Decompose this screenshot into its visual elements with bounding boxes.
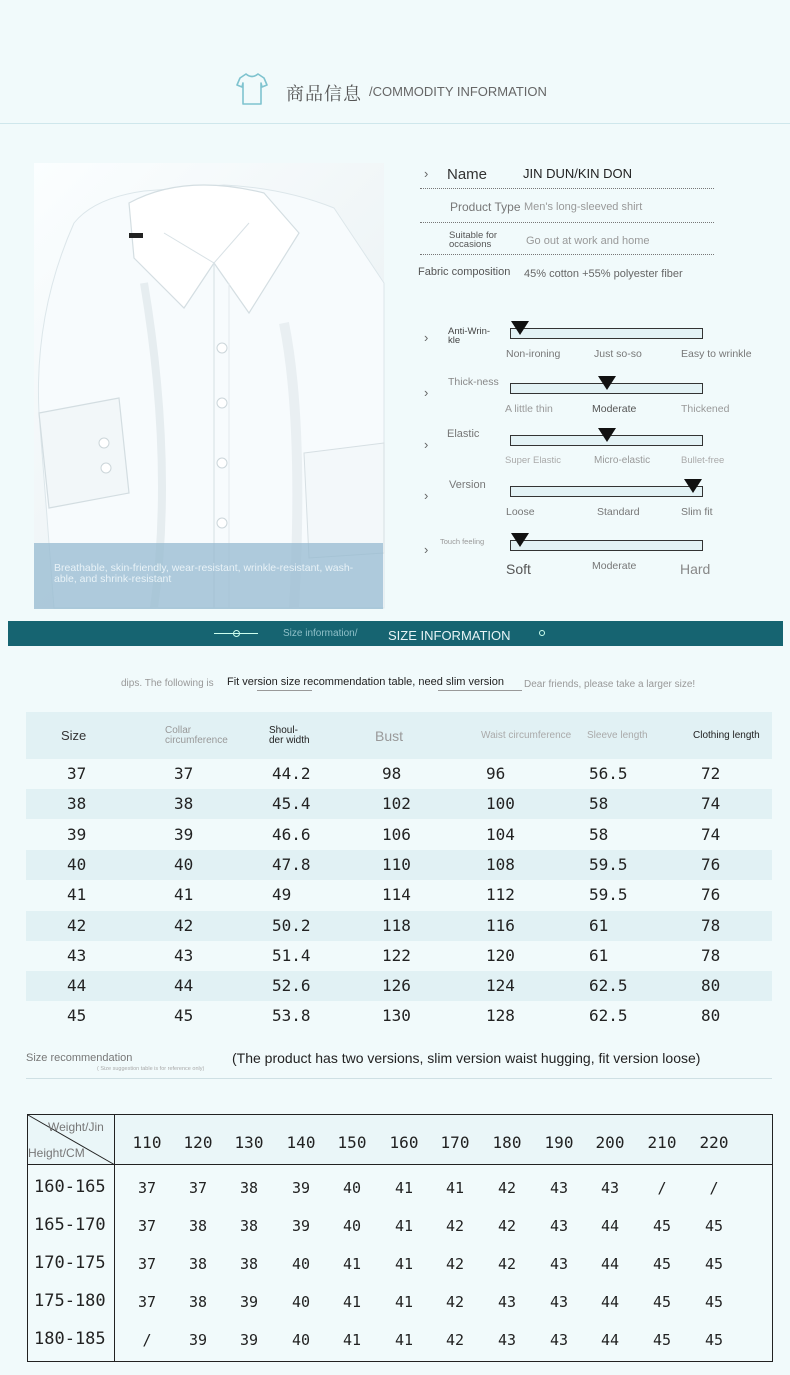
slider-option: Micro-elastic: [594, 455, 651, 466]
size-cell: 41: [394, 1293, 414, 1311]
size-cell: 41: [445, 1179, 465, 1197]
table-cell: 98: [382, 764, 402, 783]
table-cell: 38: [67, 794, 87, 814]
table-cell: 110: [382, 854, 411, 874]
weight-column-header: 200: [595, 1133, 625, 1152]
slider-track: [510, 328, 703, 339]
banner-title-en: SIZE INFORMATION: [388, 628, 511, 643]
size-cell: 38: [239, 1255, 259, 1273]
size-cell: 38: [188, 1217, 208, 1235]
table-cell: 128: [486, 1006, 515, 1026]
table-cell: 78: [701, 945, 721, 965]
size-cell: 41: [342, 1293, 362, 1311]
divider-line: [420, 188, 714, 189]
slider-label: Version: [449, 479, 486, 491]
header-waist: Waist circumference: [481, 730, 572, 741]
weight-column-header: 220: [699, 1133, 729, 1152]
size-cell: 42: [445, 1217, 465, 1235]
size-cell: 43: [549, 1255, 569, 1273]
table-cell: 124: [486, 976, 515, 996]
table-cell: 58: [589, 794, 609, 814]
size-cell: 45: [652, 1255, 672, 1273]
header-size: Size: [61, 728, 87, 743]
table-cell: 130: [382, 1006, 411, 1026]
size-cell: /: [657, 1179, 667, 1197]
table-cell: 39: [67, 824, 87, 844]
size-cell: 37: [137, 1255, 157, 1273]
table-cell: 37: [174, 764, 194, 783]
size-cell: 38: [239, 1217, 259, 1235]
size-cell: 40: [291, 1293, 311, 1311]
table-cell: 56.5: [589, 764, 628, 783]
size-cell: 38: [188, 1293, 208, 1311]
name-label: Name: [447, 166, 488, 183]
table-cell: 100: [486, 794, 515, 814]
slider-option: Super Elastic: [505, 455, 561, 466]
slider-option: Easy to wrinkle: [681, 348, 752, 360]
slider-option: Moderate: [592, 403, 637, 415]
slider-option: Loose: [506, 506, 535, 518]
chevron-right-icon: ›: [424, 330, 429, 345]
table-cell: 37: [67, 764, 87, 783]
chevron-right-icon: ›: [424, 488, 429, 503]
slider-option: Soft: [506, 561, 531, 577]
header-title-cn: 商品信息: [286, 84, 362, 104]
size-cell: 43: [600, 1179, 620, 1197]
size-cell: 39: [291, 1179, 311, 1197]
slider-label: Anti-Wrin-kle: [448, 326, 491, 346]
occasion-value: Go out at work and home: [526, 235, 650, 247]
size-cell: 42: [445, 1293, 465, 1311]
product-type-value: Men's long-sleeved shirt: [524, 201, 643, 213]
notice-right: Dear friends, please take a larger size!: [524, 679, 696, 690]
table-cell: 41: [67, 885, 87, 905]
decor-dot: [233, 630, 240, 637]
shirt-icon: [236, 72, 268, 106]
size-cell: 43: [549, 1331, 569, 1349]
size-cell: 43: [497, 1331, 517, 1349]
table-cell: 74: [701, 824, 721, 844]
table-cell: 45: [67, 1006, 87, 1026]
height-row-label: 165-170: [34, 1215, 106, 1235]
table-cell: 41: [174, 885, 194, 905]
slider-track: [510, 540, 703, 551]
table-row: [26, 759, 772, 789]
slider-option: Bullet-free: [681, 455, 725, 466]
table-cell: 59.5: [589, 854, 628, 874]
size-cell: 38: [188, 1255, 208, 1273]
table-cell: 126: [382, 976, 411, 996]
table-cell: 53.8: [272, 1006, 311, 1026]
size-cell: 40: [342, 1217, 362, 1235]
table-row: [26, 911, 772, 941]
table-cell: 104: [486, 824, 515, 844]
header-title-en: /COMMODITY INFORMATION: [369, 84, 547, 99]
table-cell: 76: [701, 885, 721, 905]
table-cell: 72: [701, 764, 721, 783]
slider-option: Slim fit: [681, 506, 713, 518]
table-cell: 47.8: [272, 854, 311, 874]
table-cell: 112: [486, 885, 515, 905]
size-cell: 43: [549, 1293, 569, 1311]
photo-caption: Breathable, skin-friendly, wear-resistant, wrinkle-resistant, wash-able, and shrink-resistant: [34, 543, 383, 609]
height-row-label: 175-180: [34, 1291, 106, 1311]
size-cell: 37: [188, 1179, 208, 1197]
table-cell: 40: [67, 854, 87, 874]
weight-column-header: 160: [389, 1133, 419, 1152]
table-row: [26, 850, 772, 880]
table-cell: 116: [486, 915, 515, 935]
size-note: Size recommendation: [26, 1052, 133, 1064]
divider-line: [420, 254, 714, 255]
size-cell: 40: [291, 1331, 311, 1349]
slider-option: Moderate: [592, 560, 637, 572]
weight-column-header: 170: [440, 1133, 470, 1152]
size-cell: 41: [394, 1179, 414, 1197]
corner-weight-label: Weight/Jin: [48, 1120, 104, 1134]
versions-note: (The product has two versions, slim version waist hugging, fit version loose): [232, 1050, 701, 1066]
height-row-label: 180-185: [34, 1329, 106, 1349]
fabric-label: Fabric composition: [418, 266, 511, 278]
table-cell: 76: [701, 854, 721, 874]
size-cell: 41: [394, 1331, 414, 1349]
chevron-right-icon: ›: [424, 385, 429, 400]
size-cell: 45: [704, 1255, 724, 1273]
table-cell: 43: [67, 945, 87, 965]
slider-track: [510, 486, 703, 497]
size-cell: 38: [239, 1179, 259, 1197]
weight-column-header: 120: [183, 1133, 213, 1152]
table-cell: 51.4: [272, 945, 311, 965]
size-cell: 41: [342, 1255, 362, 1273]
slider-marker-icon: [598, 428, 616, 442]
chevron-right-icon: ›: [424, 437, 429, 452]
slider-marker-icon: [511, 321, 529, 335]
slider-label: Thick-ness: [448, 376, 499, 388]
table-cell: 43: [174, 945, 194, 965]
size-table-header: [26, 712, 772, 759]
size-cell: /: [709, 1179, 719, 1197]
slider-option: Just so-so: [594, 348, 642, 360]
size-cell: 43: [549, 1179, 569, 1197]
height-row-label: 170-175: [34, 1253, 106, 1273]
table-row: [26, 1001, 772, 1031]
name-value: JIN DUN/KIN DON: [523, 166, 633, 181]
table-cell: 62.5: [589, 976, 628, 996]
table-cell: 59.5: [589, 885, 628, 905]
weight-column-header: 150: [337, 1133, 367, 1152]
size-cell: 43: [549, 1217, 569, 1235]
slider-option: Thickened: [681, 403, 730, 415]
notice-left: dips. The following is: [121, 678, 214, 689]
height-row-label: 160-165: [34, 1177, 106, 1197]
table-cell: 102: [382, 794, 411, 814]
size-cell: 42: [445, 1331, 465, 1349]
table-cell: 80: [701, 976, 721, 996]
header-sleeve: Sleeve length: [587, 730, 648, 741]
chevron-right-icon: ›: [424, 166, 429, 181]
size-cell: 45: [652, 1293, 672, 1311]
weight-column-header: 180: [492, 1133, 522, 1152]
slider-label: Touch feeling: [440, 537, 485, 546]
size-cell: 37: [137, 1217, 157, 1235]
table-row: [26, 820, 772, 850]
header-collar: Collar circumference: [165, 724, 228, 746]
table-cell: 38: [174, 794, 194, 814]
slider-option: A little thin: [505, 403, 553, 415]
product-photo: [34, 163, 384, 608]
table-row: [26, 941, 772, 971]
size-cell: 44: [600, 1217, 620, 1235]
table-row: [26, 789, 772, 819]
size-cell: 42: [497, 1217, 517, 1235]
slider-option: Hard: [680, 561, 711, 577]
weight-column-header: 110: [132, 1133, 162, 1152]
table-cell: 74: [701, 794, 721, 814]
table-cell: 61: [589, 915, 609, 935]
size-cell: 41: [394, 1217, 414, 1235]
table-cell: 114: [382, 885, 411, 905]
slider-marker-icon: [598, 376, 616, 390]
size-cell: 45: [704, 1217, 724, 1235]
slider-marker-icon: [511, 533, 529, 547]
table-cell: 78: [701, 915, 721, 935]
weight-column-header: 210: [647, 1133, 677, 1152]
table-cell: 42: [174, 915, 194, 935]
table-cell: 44.2: [272, 764, 311, 783]
table-cell: 44: [174, 976, 194, 996]
table-cell: 80: [701, 1006, 721, 1026]
size-cell: 44: [600, 1255, 620, 1273]
divider-line: [257, 690, 312, 691]
table-cell: 96: [486, 764, 506, 783]
size-cell: 43: [497, 1293, 517, 1311]
table-cell: 49: [272, 885, 292, 905]
size-cell: 40: [291, 1255, 311, 1273]
weight-column-header: 190: [544, 1133, 574, 1152]
notice-main: Fit version size recommendation table, need slim version: [227, 676, 504, 688]
divider-line: [438, 690, 522, 691]
size-cell: 45: [652, 1331, 672, 1349]
table-cell: 40: [174, 854, 194, 874]
table-cell: 50.2: [272, 915, 311, 935]
size-cell: 45: [652, 1217, 672, 1235]
occasion-label: Suitable for occasions: [449, 230, 498, 250]
size-cell: 44: [600, 1293, 620, 1311]
size-cell: 42: [445, 1255, 465, 1273]
size-cell: 37: [137, 1179, 157, 1197]
size-cell: 45: [704, 1293, 724, 1311]
fabric-value: 45% cotton +55% polyester fiber: [524, 268, 683, 280]
table-cell: 120: [486, 945, 515, 965]
divider-line: [420, 222, 714, 223]
table-cell: 52.6: [272, 976, 311, 996]
corner-cell: [28, 1115, 115, 1361]
table-cell: 122: [382, 945, 411, 965]
size-cell: 39: [188, 1331, 208, 1349]
size-cell: 41: [394, 1255, 414, 1273]
corner-height-label: Height/CM: [28, 1146, 85, 1160]
weight-column-header: 130: [234, 1133, 264, 1152]
table-cell: 46.6: [272, 824, 311, 844]
table-row: [26, 971, 772, 1001]
slider-label: Elastic: [447, 428, 480, 440]
table-cell: 45.4: [272, 794, 311, 814]
decor-dot: [539, 630, 545, 636]
table-cell: 61: [589, 945, 609, 965]
commodity-info-header: [0, 0, 790, 124]
product-type-label: Product Type: [450, 200, 521, 214]
table-cell: 44: [67, 976, 87, 996]
size-cell: 39: [239, 1331, 259, 1349]
table-cell: 118: [382, 915, 411, 935]
size-cell: 37: [137, 1293, 157, 1311]
size-cell: /: [142, 1331, 152, 1349]
table-cell: 106: [382, 824, 411, 844]
header-bust: Bust: [375, 727, 404, 744]
size-cell: 39: [239, 1293, 259, 1311]
table-cell: 58: [589, 824, 609, 844]
divider-line: [26, 1078, 772, 1079]
chevron-right-icon: ›: [424, 542, 429, 557]
header-shoulder: Shoul-der width: [269, 724, 310, 746]
table-cell: 42: [67, 915, 87, 935]
weight-column-header: 140: [286, 1133, 316, 1152]
size-cell: 40: [342, 1179, 362, 1197]
size-note-small: ( Size suggestion table is for reference only): [97, 1066, 205, 1072]
size-cell: 39: [291, 1217, 311, 1235]
banner-title-cn: Size information/: [283, 628, 358, 639]
table-cell: 62.5: [589, 1006, 628, 1026]
size-info-banner: [8, 621, 783, 646]
weight-height-table: [27, 1114, 773, 1362]
size-cell: 42: [497, 1255, 517, 1273]
table-row: [26, 880, 772, 910]
slider-option: Standard: [597, 506, 640, 518]
table-cell: 108: [486, 854, 515, 874]
header-length: Clothing length: [693, 730, 760, 741]
size-cell: 44: [600, 1331, 620, 1349]
slider-marker-icon: [684, 479, 702, 493]
size-cell: 41: [342, 1331, 362, 1349]
table-cell: 39: [174, 824, 194, 844]
table-cell: 45: [174, 1006, 194, 1026]
slider-option: Non-ironing: [506, 348, 561, 360]
size-cell: 42: [497, 1179, 517, 1197]
size-cell: 45: [704, 1331, 724, 1349]
